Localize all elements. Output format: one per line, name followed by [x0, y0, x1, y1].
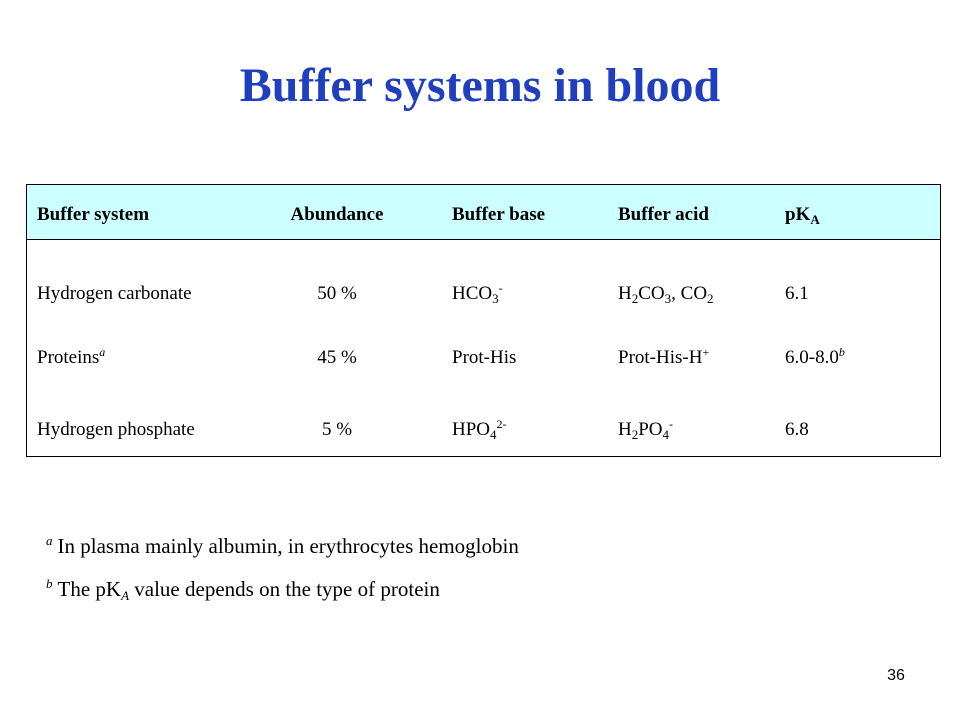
cell-pka: 6.0-8.0$^b$: [785, 345, 845, 368]
cell-pka: 6.8: [785, 419, 809, 440]
header-buffer-base: Buffer base: [452, 204, 546, 225]
footnote-a: [46, 534, 519, 557]
header-buffer-system: Buffer system: [37, 204, 150, 225]
cell-abundance: 50 %: [317, 283, 357, 304]
table-row: [27, 338, 940, 378]
cell-base: $HCO_3^-$: [452, 281, 503, 306]
cell-system: Hydrogen phosphate: [37, 419, 195, 440]
cell-base: Prot-His: [452, 347, 517, 368]
cell-base: $HPO_4^{2-}$: [452, 417, 507, 442]
header-abundance: Abundance: [290, 204, 384, 225]
cell-acid: $H_2CO_3$, $CO_2$: [618, 283, 714, 306]
header-pka: $pK_A$: [785, 204, 820, 227]
table-row: [27, 274, 940, 314]
buffer-table: [26, 184, 941, 457]
footnote-a-mark: a: [46, 533, 53, 548]
footnote-a-text: In plasma mainly albumin, in erythrocytes hemoglobin: [57, 534, 519, 558]
footnote-b: $^b$ The $pK_A$ value depends on the type of protein: [46, 576, 440, 603]
cell-acid: Prot-His-H+: [618, 345, 710, 368]
table-header-row: [27, 185, 940, 240]
cell-acid: $H_2PO_4^-$: [618, 417, 674, 442]
cell-system: Proteins$^a$: [37, 345, 106, 368]
header-pka-subscript: A: [810, 212, 820, 227]
slide-number: 36: [887, 667, 905, 684]
table-row: [27, 410, 940, 450]
cell-abundance: 5 %: [321, 419, 353, 440]
footnote-b-mark: b: [46, 576, 53, 591]
slide-title: Buffer systems in blood: [239, 59, 721, 112]
cell-system: Hydrogen carbonate: [37, 283, 192, 304]
header-buffer-acid: Buffer acid: [618, 204, 709, 225]
cell-abundance: 45 %: [317, 347, 357, 368]
cell-pka: 6.1: [785, 283, 809, 304]
